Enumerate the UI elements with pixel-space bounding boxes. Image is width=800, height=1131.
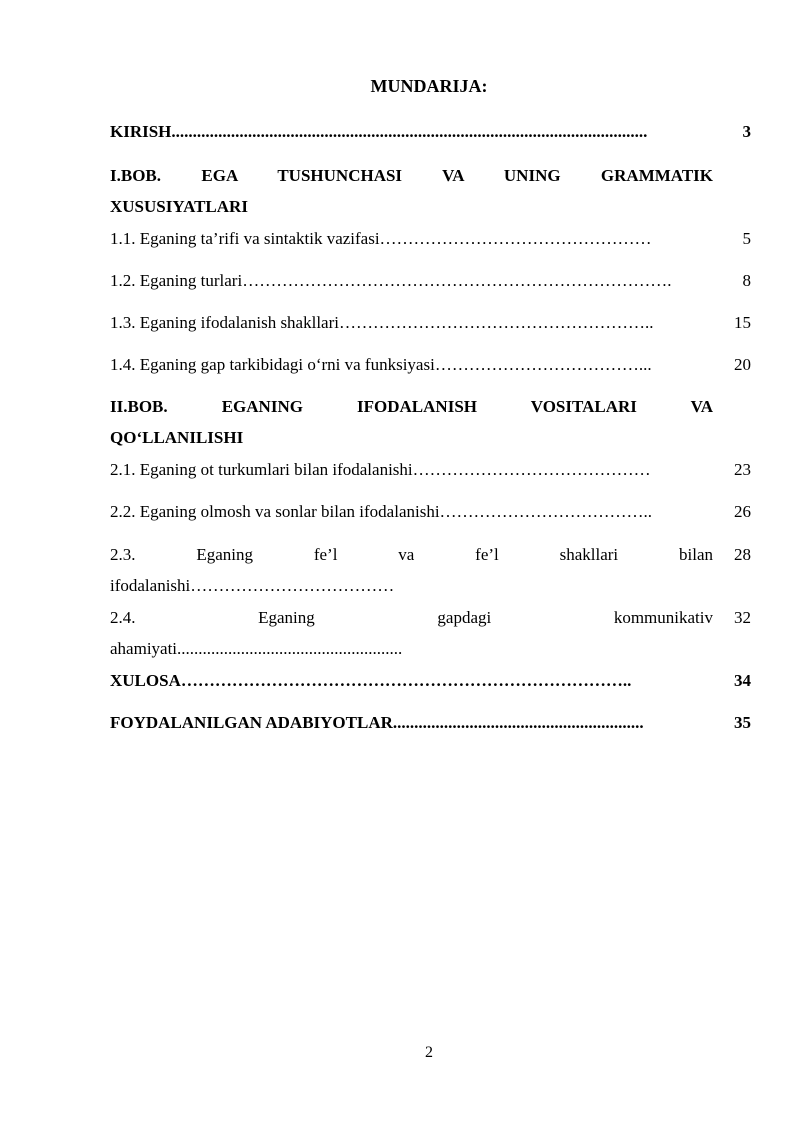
toc-entry-text-line2: ahamiyati..................................................... (110, 639, 403, 658)
toc-entry-text: 1.4. Eganing gap tarkibidagi o‘rni va funksiyasi………………………………... (110, 355, 652, 374)
toc-entry-page: 34 (734, 671, 751, 690)
toc-entry-xulosa (110, 665, 751, 696)
toc-entry-text: XULOSA…………………………………………………………………….. (110, 671, 632, 690)
toc-entry-page: 8 (742, 271, 751, 290)
toc-entry-2-4 (110, 602, 751, 664)
toc-chapter-2 (110, 391, 751, 453)
toc-entry-1-4 (110, 349, 751, 380)
toc-entry-text: 1.1. Eganing ta’rifi va sintaktik vazifasi………………………………………… (110, 229, 652, 248)
toc-entry-text-line1: 2.3. Eganing fe’l va fe’l shakllari bilan (110, 545, 713, 564)
toc-entry-page: 28 (734, 545, 751, 564)
page-title: MUNDARIJA: (370, 76, 488, 96)
toc-entry-page: 26 (734, 502, 751, 521)
toc-chapter-1 (110, 160, 751, 222)
toc-chapter-title-line2: QO‘LLANILISHI (110, 428, 244, 447)
toc-entry-2-3 (110, 539, 751, 601)
toc-entry-text: KIRISH................................................................................................................ (110, 122, 648, 141)
toc-chapter-title-line1: I.BOB. EGA TUSHUNCHASI VA UNING GRAMMATIK (110, 166, 713, 185)
toc-entry-text: 2.1. Eganing ot turkumlari bilan ifodalanishi…………………………………… (110, 460, 651, 479)
toc-chapter-title-line1: II.BOB. EGANING IFODALANISH VOSITALARI VA (110, 397, 713, 416)
toc-entry-text: 1.3. Eganing ifodalanish shakllari……………………………………………….. (110, 313, 654, 332)
toc-entry-adabiyotlar (110, 707, 751, 738)
page-number: 2 (425, 1044, 433, 1061)
toc-entry-page: 32 (734, 608, 751, 627)
toc-entry-text: FOYDALANILGAN ADABIYOTLAR........................................................... (110, 713, 644, 732)
toc-entry-page: 5 (742, 229, 751, 248)
toc-entry-page: 35 (734, 713, 751, 732)
toc-entry-page: 23 (734, 460, 751, 479)
toc-entry-text: 1.2. Eganing turlari…………………………………………………………………. (110, 271, 672, 290)
toc-entry-page: 3 (742, 122, 751, 141)
toc-entry-2-1 (110, 454, 751, 485)
toc-entry-kirish (110, 116, 751, 147)
toc-entry-page: 20 (734, 355, 751, 374)
toc-chapter-title-line2: XUSUSIYATLARI (110, 197, 248, 216)
toc-entry-text: 2.2. Eganing olmosh va sonlar bilan ifodalanishi……………………………….. (110, 502, 653, 521)
toc-entry-text-line2: ifodalanishi……………………………… (110, 576, 395, 595)
toc-entry-2-2 (110, 496, 751, 527)
toc-entry-page: 15 (734, 313, 751, 332)
toc-entry-1-2 (110, 265, 751, 296)
toc-entry-1-3 (110, 307, 751, 338)
toc-entry-1-1 (110, 223, 751, 254)
toc-entry-text-line1: 2.4. Eganing gapdagi kommunikativ (110, 608, 713, 627)
